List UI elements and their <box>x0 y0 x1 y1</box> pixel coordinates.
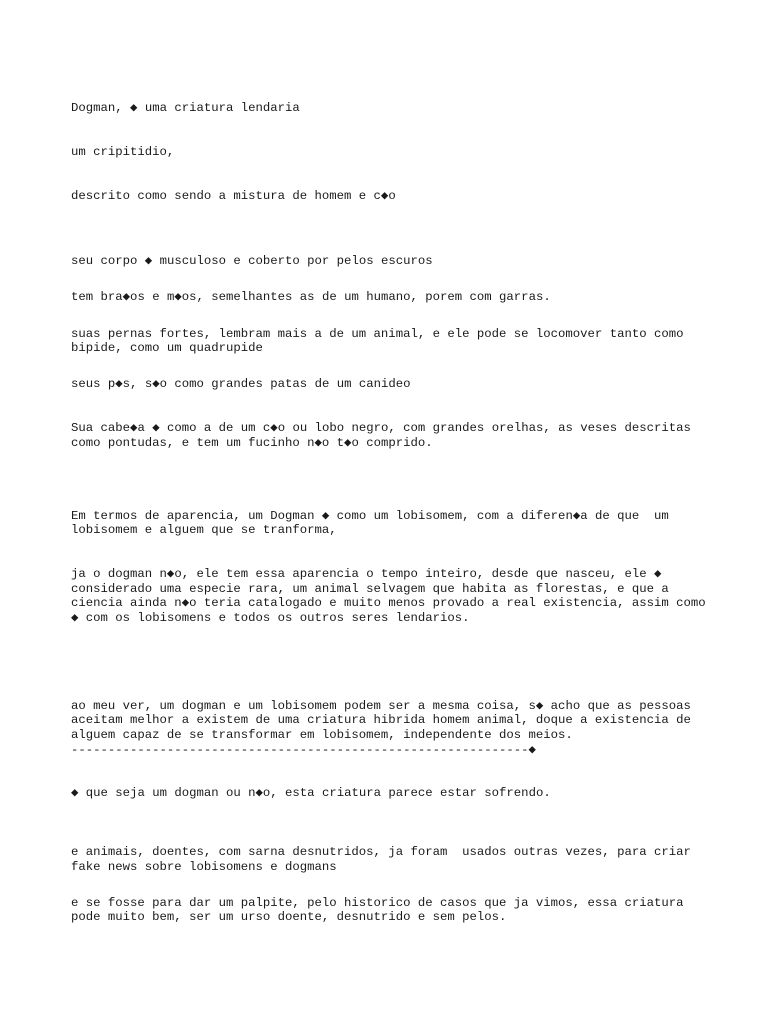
paragraph-legs: suas pernas fortes, lembram mais a de um animal, e ele pode se locomover tanto como bipide, como um quadrupide <box>71 326 691 356</box>
text-line: ja o dogman n◆o, ele tem essa aparencia o tempo inteiro, desde que nasceu, ele ◆ considerado uma especie rara, um animal selvagem que habita as florestas, e que a ciencia ainda n◆o teria catalogado e muito menos provado a real existencia, assim como ◆ com os lobisomens e todos os outros seres lendarios. <box>71 567 714 625</box>
paragraph-intro <box>71 72 711 233</box>
paragraph-arms: tem bra◆os e m◆os, semelhantes as de um humano, porem com garras. <box>71 290 551 305</box>
paragraph-opinion: ao meu ver, um dogman e um lobisomem podem ser a mesma coisa, s◆ acho que as pessoas aceitam melhor a existem de uma criatura hibrida homem animal, doque a existencia de alguem capaz de se transformar em lobisomem, independente dos meios. <box>71 698 699 742</box>
text-line: Em termos de aparencia, um Dogman ◆ como um lobisomem, com a diferen◆a de que um lobisomem e alguem que se tranforma, <box>71 508 677 538</box>
document-page <box>71 72 714 925</box>
paragraph-feet: seus p◆s, s◆o como grandes patas de um canideo <box>71 377 411 392</box>
paragraph-head: Sua cabe◆a ◆ como a de um c◆o ou lobo negro, com grandes orelhas, as veses descritas como pontudas, e tem um fucinho n◆o t◆o comprido. <box>71 421 699 450</box>
separator-line: --------------------------------------------------------------◆ <box>71 742 536 757</box>
paragraph-fake-news: e animais, doentes, com sarna desnutridos, ja foram usados outras vezes, para criar fake news sobre lobisomens e dogmans <box>71 845 699 874</box>
paragraph-appearance <box>71 479 714 654</box>
paragraph-guess: e se fosse para dar um palpite, pelo historico de casos que ja vimos, essa criatura pode muito bem, ser um urso doente, desnutrido e sem pelos. <box>71 895 691 925</box>
text-line: um cripitidio, <box>71 144 175 159</box>
text-line: descrito como sendo a mistura de homem e c◆o <box>71 188 396 203</box>
paragraph-suffering: ◆ que seja um dogman ou n◆o, esta criatura parece estar sofrendo. <box>71 786 551 801</box>
text-line: Dogman, ◆ uma criatura lendaria <box>71 101 300 116</box>
paragraph-body: seu corpo ◆ musculoso e coberto por pelos escuros <box>71 254 433 269</box>
